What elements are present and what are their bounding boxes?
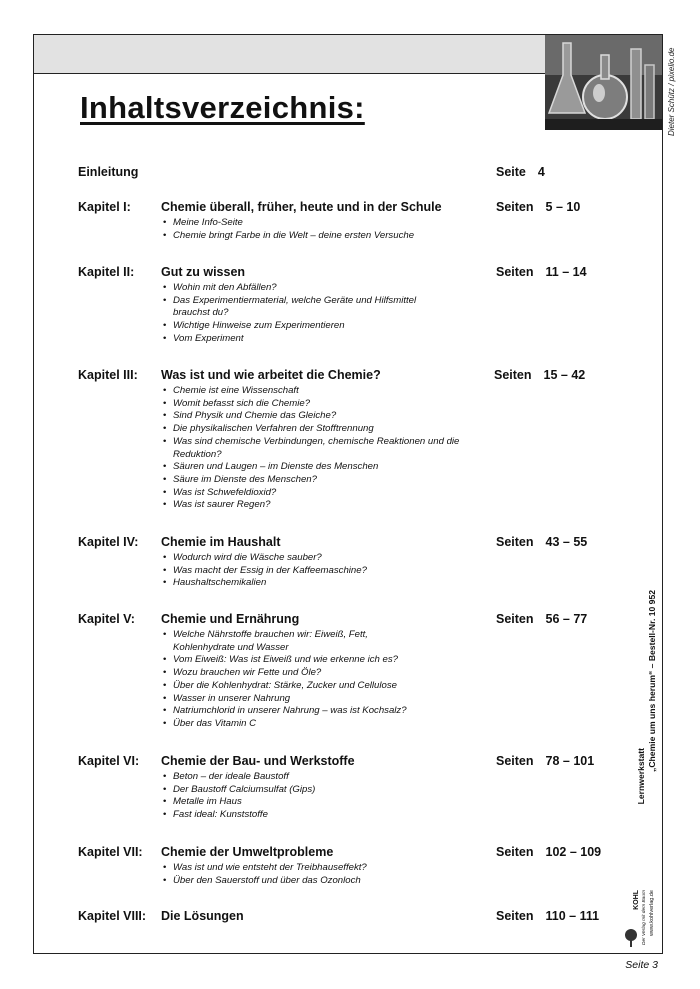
topic-item: • Welche Nährstoffe brauchen wir: Eiweiß, Fett, Kohlenhydrate und Wasser [161,629,388,654]
topic-item: • Beton – der ideale Baustoff [161,771,461,784]
topic-item: • Chemie bringt Farbe in die Welt – deine ersten Versuche [161,230,461,243]
chapter-title: Chemie im Haushalt [161,535,281,549]
chapter-title: Chemie überall, früher, heute und in der Schule [161,200,442,214]
chapter-pages: Seiten 11 – 14 [496,265,587,279]
chapter-pages: Seiten 5 – 10 [496,200,581,214]
chapter-pages: Seiten 43 – 55 [496,535,588,549]
topic-list [161,629,461,731]
chapter-title: Chemie und Ernährung [161,612,300,626]
order-info: „Chemie um uns herum“ – Bestell-Nr. 10 952 [647,590,657,772]
publisher-sidebar [627,590,671,950]
topic-item: • Fast ideal: Kunststoffe [161,809,461,822]
topic-item: • Die physikalischen Verfahren der Stofftrennung [161,423,461,436]
topic-item: • Über das Vitamin C [161,718,461,731]
chapter-label: Kapitel IV: [78,535,139,549]
topic-item: • Wasser in unserer Nahrung [161,693,461,706]
series-name: Lernwerkstatt [636,748,646,805]
topic-list [161,771,461,822]
topic-item: • Säuren und Laugen – im Dienste des Menschen [161,461,461,474]
topic-item: • Was ist und wie entsteht der Treibhauseffekt? [161,862,461,875]
topic-list [161,552,461,590]
header-band [33,34,545,74]
topic-item: • Wohin mit den Abfällen? [161,282,461,295]
chapter-title: Was ist und wie arbeitet die Chemie? [161,368,381,382]
chapter-pages: Seiten 102 – 109 [496,845,602,859]
topic-list [161,282,461,346]
topic-item: • Meine Info-Seite [161,217,461,230]
topic-item: • Das Experimentiermaterial, welche Geräte und Hilfsmittel brauchst du? [161,295,448,320]
topic-item: • Was macht der Essig in der Kaffeemaschine? [161,565,461,578]
publisher-name: KOHL [633,890,640,910]
topic-item: • Chemie ist eine Wissenschaft [161,385,461,398]
chapter-title: Chemie der Umweltprobleme [161,845,334,859]
chapter-label: Kapitel VIII: [78,909,147,923]
publisher-slogan: Der Verlag mit dem Baum [642,890,647,946]
chapter-pages: Seiten 15 – 42 [494,368,586,382]
topic-item: • Womit befasst sich die Chemie? [161,398,461,411]
chapter-pages: Seiten 56 – 77 [496,612,588,626]
chapter-label: Kapitel VII: [78,845,143,859]
topic-item: • Haushaltschemikalien [161,577,461,590]
intro-pages: Seite 4 [496,165,545,179]
topic-item: • Sind Physik und Chemie das Gleiche? [161,410,461,423]
chapter-label: Kapitel VI: [78,754,140,768]
topic-item: • Vom Eiweiß: Was ist Eiweiß und wie erkenne ich es? [161,654,461,667]
topic-item: • Wozu brauchen wir Fette und Öle? [161,667,461,680]
publisher-logo [629,890,669,950]
lab-glassware-photo [545,34,663,130]
topic-list [161,385,461,512]
intro-label: Einleitung [78,165,139,179]
topic-item: • Der Baustoff Calciumsulfat (Gips) [161,784,461,797]
chapter-title: Chemie der Bau- und Werkstoffe [161,754,355,768]
page-title: Inhaltsverzeichnis: [80,90,365,125]
topic-item: • Über den Sauerstoff und über das Ozonloch [161,875,461,888]
tree-icon [623,928,639,948]
chapter-title: Gut zu wissen [161,265,246,279]
photo-credit: Dieter Schütz / pixelio.de [667,47,676,136]
page-number: Seite 3 [625,959,658,971]
topic-item: • Was ist Schwefeldioxid? [161,487,461,500]
chapter-pages: Seiten 78 – 101 [496,754,595,768]
chapter-label: Kapitel III: [78,368,138,382]
chapter-pages: Seiten 110 – 111 [496,909,600,923]
topic-item: • Natriumchlorid in unserer Nahrung – was ist Kochsalz? [161,705,461,718]
topic-item: • Was ist saurer Regen? [161,499,461,512]
topic-item: • Säure im Dienste des Menschen? [161,474,461,487]
chapter-label: Kapitel V: [78,612,135,626]
topic-item: • Metalle im Haus [161,796,461,809]
topic-list [161,862,461,887]
chapter-label: Kapitel II: [78,265,135,279]
topic-item: • Wodurch wird die Wäsche sauber? [161,552,461,565]
chapter-label: Kapitel I: [78,200,131,214]
publisher-website: www.kohlverlag.de [649,890,655,936]
topic-item: • Vom Experiment [161,333,461,346]
topic-item: • Über die Kohlenhydrat: Stärke, Zucker und Cellulose [161,680,461,693]
chapter-title: Die Lösungen [161,909,244,923]
topic-list [161,217,461,242]
topic-item: • Was sind chemische Verbindungen, chemische Reaktionen und die Reduktion? [161,436,461,461]
topic-item: • Wichtige Hinweise zum Experimentieren [161,320,461,333]
